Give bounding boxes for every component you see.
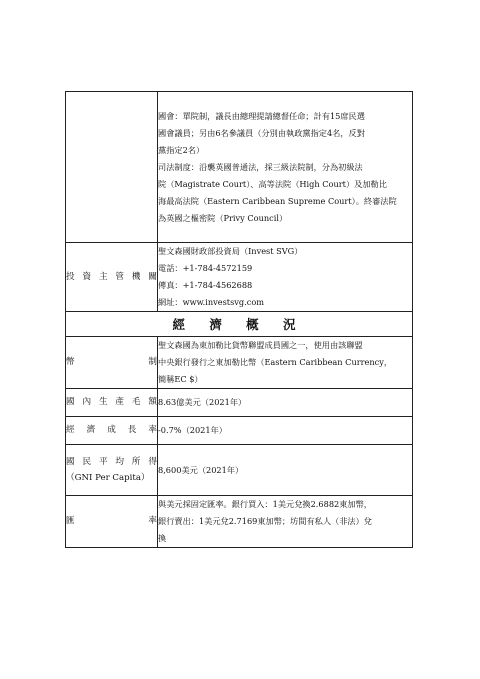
- country-profile-table: [65, 91, 413, 548]
- section-header-row: [66, 312, 413, 337]
- exchange-line: 換: [158, 533, 167, 543]
- gov-line: 司法制度：沿襲英國普通法，採三級法院制，分為初級法: [158, 161, 363, 172]
- gov-line: 院（Magistrate Court）、高等法院（High Court）及加勒比: [158, 178, 387, 189]
- exchange-line: 與美元採固定匯率。銀行買入：1美元兌換2.6882東加幣，: [158, 499, 372, 509]
- investment-authority-row: [66, 243, 413, 312]
- gdp-value: 8.63億美元（2021年）: [158, 389, 413, 417]
- gni-value: 8,600美元（2021年）: [158, 445, 413, 496]
- currency-line: 聖文森國為東加勒比貨幣聯盟成員國之一，使用由該聯盟: [158, 340, 363, 350]
- gni-label: 國民平均所得: [66, 457, 157, 467]
- gov-line: 海最高法院（Eastern Caribbean Supreme Court）。終審法院: [158, 195, 397, 206]
- gov-line: 黨指定2名）: [158, 144, 205, 155]
- gdp-row: [66, 389, 413, 417]
- currency-label: 幣制: [66, 337, 158, 389]
- investment-agency: 聖文森國財政部投資局（Invest SVG）: [158, 246, 303, 256]
- gni-label-english: （GNI Per Capita）: [66, 473, 150, 483]
- government-row: [66, 92, 413, 243]
- government-label-cell: [66, 92, 158, 243]
- growth-value: -0.7%（2021年）: [158, 417, 413, 445]
- gni-row: [66, 445, 413, 496]
- exchange-detail: [158, 496, 413, 548]
- gni-label-cell: [66, 445, 158, 496]
- investment-website: 網址：www.investsvg.com: [158, 297, 265, 307]
- gov-line: 為英國之樞密院（Privy Council）: [158, 212, 288, 223]
- economic-overview-heading: 經 濟 概 況: [66, 312, 413, 337]
- government-detail-cell: [158, 92, 413, 243]
- investment-authority-label: 投 資 主 管 機 關: [66, 243, 158, 312]
- currency-line: 中央銀行發行之東加勒比幣（Eastern Caribbean Currency，: [158, 357, 393, 367]
- gdp-label: 國內生產毛額: [66, 389, 158, 417]
- investment-phone: 電話：+1-784-4572159: [158, 263, 253, 273]
- currency-line: 簡稱EC $）: [158, 374, 203, 384]
- currency-row: [66, 337, 413, 389]
- gov-line: 國會議員；另由6名參議員（分別由執政黨指定4名，反對: [158, 127, 365, 138]
- investment-authority-detail: [158, 243, 413, 312]
- investment-fax: 傳真：+1-784-4562688: [158, 280, 253, 290]
- exchange-label: 匯率: [66, 496, 158, 548]
- exchange-row: [66, 496, 413, 548]
- currency-detail: [158, 337, 413, 389]
- growth-row: [66, 417, 413, 445]
- growth-label: 經濟成長率: [66, 417, 158, 445]
- exchange-line: 銀行賣出：1美元兌2.7169東加幣；坊間有私人（非法）兌: [158, 516, 372, 526]
- gov-line: 國會：單院制，議長由總理提請總督任命；計有15席民選: [158, 110, 365, 121]
